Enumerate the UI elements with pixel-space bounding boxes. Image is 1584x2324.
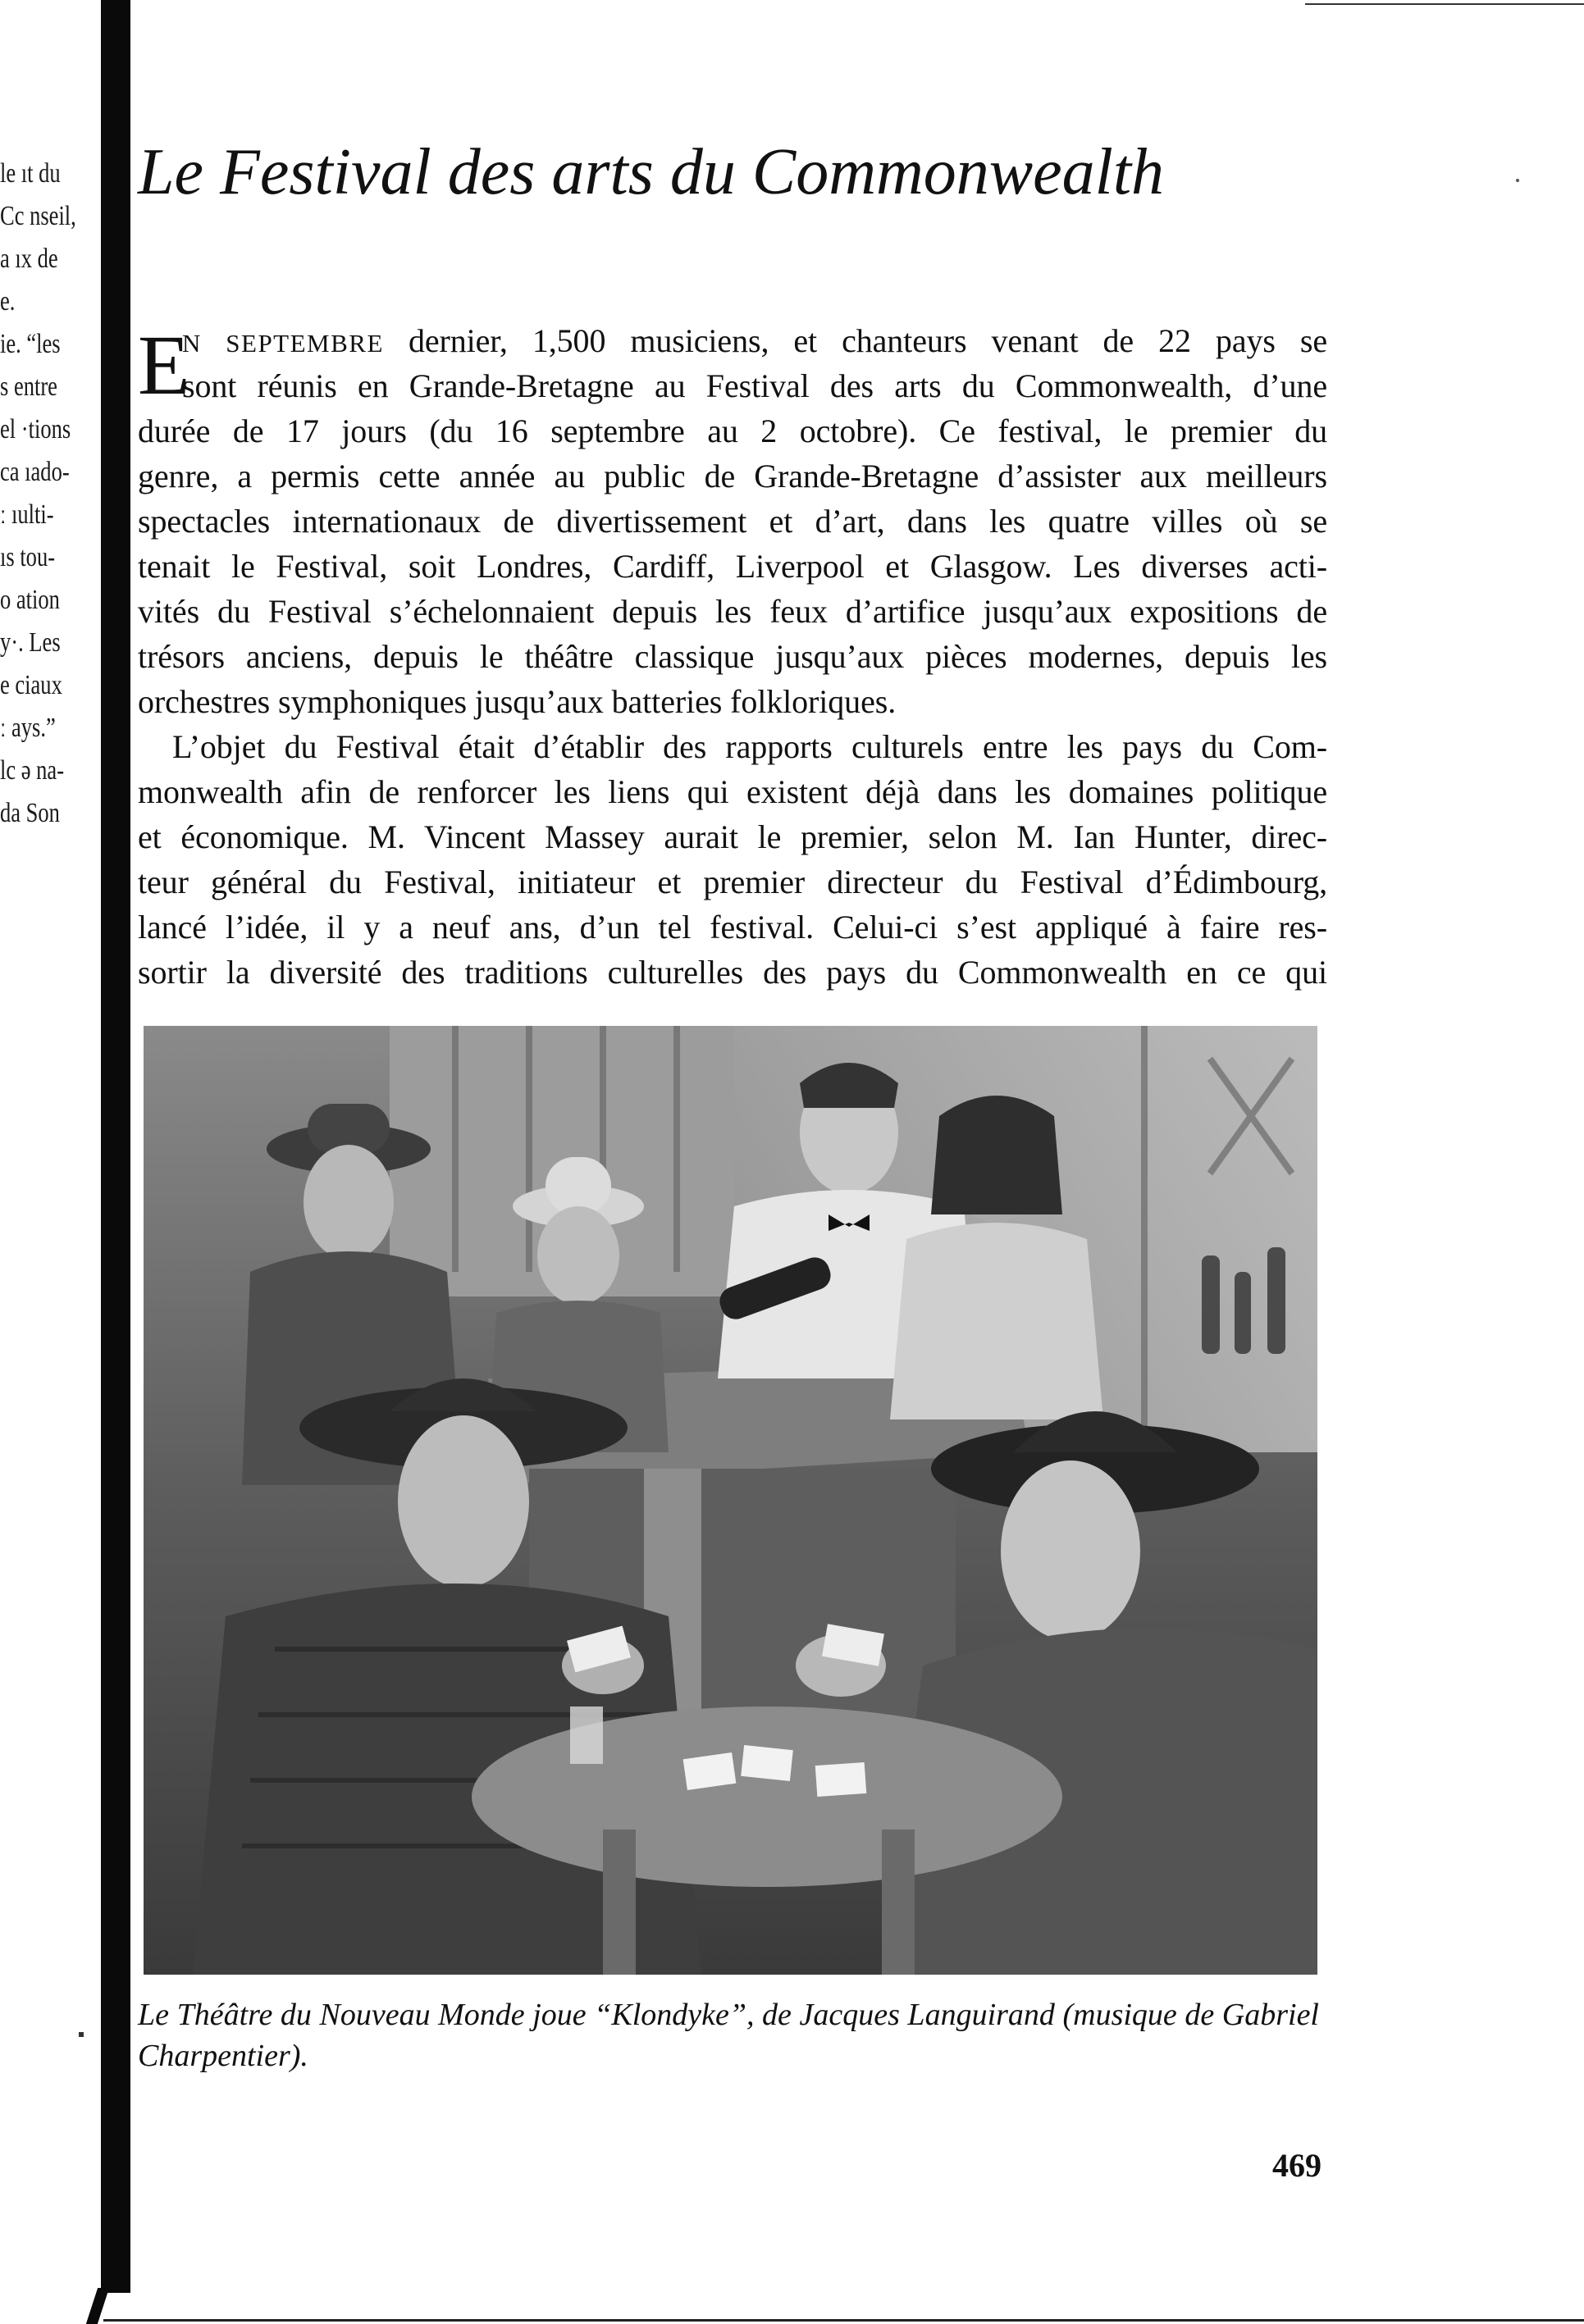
binding-shadow-bar <box>101 0 130 2293</box>
article-title: Le Festival des arts du Commonwealth <box>138 136 1165 208</box>
paragraph-line: et économique. M. Vincent Massey aurait le premier, selon M. Ian Hunter, direc- <box>138 818 1327 855</box>
fragment-line: y·. Les <box>0 627 61 658</box>
paragraph-line: teur général du Festival, initiateur et premier directeur du Festival d’Édimbourg, <box>138 864 1327 900</box>
fragment-line: Cc nseil, <box>0 201 76 231</box>
first-line-text: dernier, 1,500 musiciens, et chanteurs venant de 22 pays se <box>383 322 1327 359</box>
caption-line: Charpentier). <box>138 2039 308 2073</box>
drop-cap: E <box>138 318 190 412</box>
paragraph-line: monwealth afin de renforcer les liens qui existent déjà dans les domaines politique <box>138 773 1327 810</box>
caption-line: Le Théâtre du Nouveau Monde joue “Klondyke”, de Jacques Languirand (musique de Gabriel <box>138 1998 1319 2032</box>
margin-mark <box>79 2032 84 2037</box>
paragraph-line: vités du Festival s’échelonnaient depuis les feux d’artifice jusqu’aux expositions de <box>138 593 1327 630</box>
fragment-line: ie. “les <box>0 329 61 359</box>
fragment-line: ca ıado- <box>0 457 70 487</box>
fragment-line: o ation <box>0 585 60 615</box>
paragraph-line: sortir la diversité des traditions culturelles des pays du Commonwealth en ce qui <box>138 954 1327 991</box>
paragraph-line: lancé l’idée, il y a neuf ans, d’un tel festival. Celui-ci s’est appliqué à faire res- <box>138 909 1327 946</box>
photo-illustration <box>144 1026 1317 1975</box>
speck <box>1516 179 1519 182</box>
fragment-line: ː ıulti- <box>0 499 54 530</box>
theatre-photo <box>144 1026 1317 1975</box>
paragraph-line: tenait le Festival, soit Londres, Cardiff, Liverpool et Glasgow. Les diverses acti- <box>138 548 1327 585</box>
previous-page-strip <box>0 153 97 835</box>
paragraph-line: spectacles internationaux de divertissement et d’art, dans les quatre villes où se <box>138 503 1327 540</box>
fragment-line: lc ə na- <box>0 755 65 786</box>
small-caps-lead: N SEPTEMBRE <box>182 329 384 358</box>
paragraph-line: orchestres symphoniques jusqu’aux batteries folkloriques. <box>138 683 897 720</box>
article-body <box>138 318 1327 995</box>
paragraph-line: durée de 17 jours (du 16 septembre au 2 octobre). Ce festival, le premier du <box>138 412 1327 449</box>
paragraph-line: genre, a permis cette année au public de Grande-Bretagne d’assister aux meilleurs <box>138 458 1327 494</box>
bottom-rule <box>103 2319 1584 2322</box>
fragment-line: ː ays.” <box>0 713 56 743</box>
fragment-line: e. <box>0 286 16 317</box>
fragment-line: el ·tions <box>0 414 71 444</box>
fragment-line: s entre <box>0 371 57 402</box>
fragment-line: ıs tou- <box>0 542 56 572</box>
fragment-line: a ıx de <box>0 244 58 274</box>
paragraph-line: L’objet du Festival était d’établir des rapports culturels entre les pays du Com- <box>172 728 1327 765</box>
fragment-line: e ciaux <box>0 670 62 700</box>
fragment-line: le ıt du <box>0 158 61 189</box>
photo-caption <box>138 1994 1319 2076</box>
paragraph-line: trésors anciens, depuis le théâtre classique jusqu’aux pièces modernes, depuis les <box>138 638 1327 675</box>
top-rule <box>1305 3 1584 5</box>
paragraph-line: sont réunis en Grande-Bretagne au Festival des arts du Commonwealth, d’une <box>182 367 1327 404</box>
page-number: 469 <box>1272 2147 1322 2184</box>
fragment-line: da Son <box>0 798 60 828</box>
